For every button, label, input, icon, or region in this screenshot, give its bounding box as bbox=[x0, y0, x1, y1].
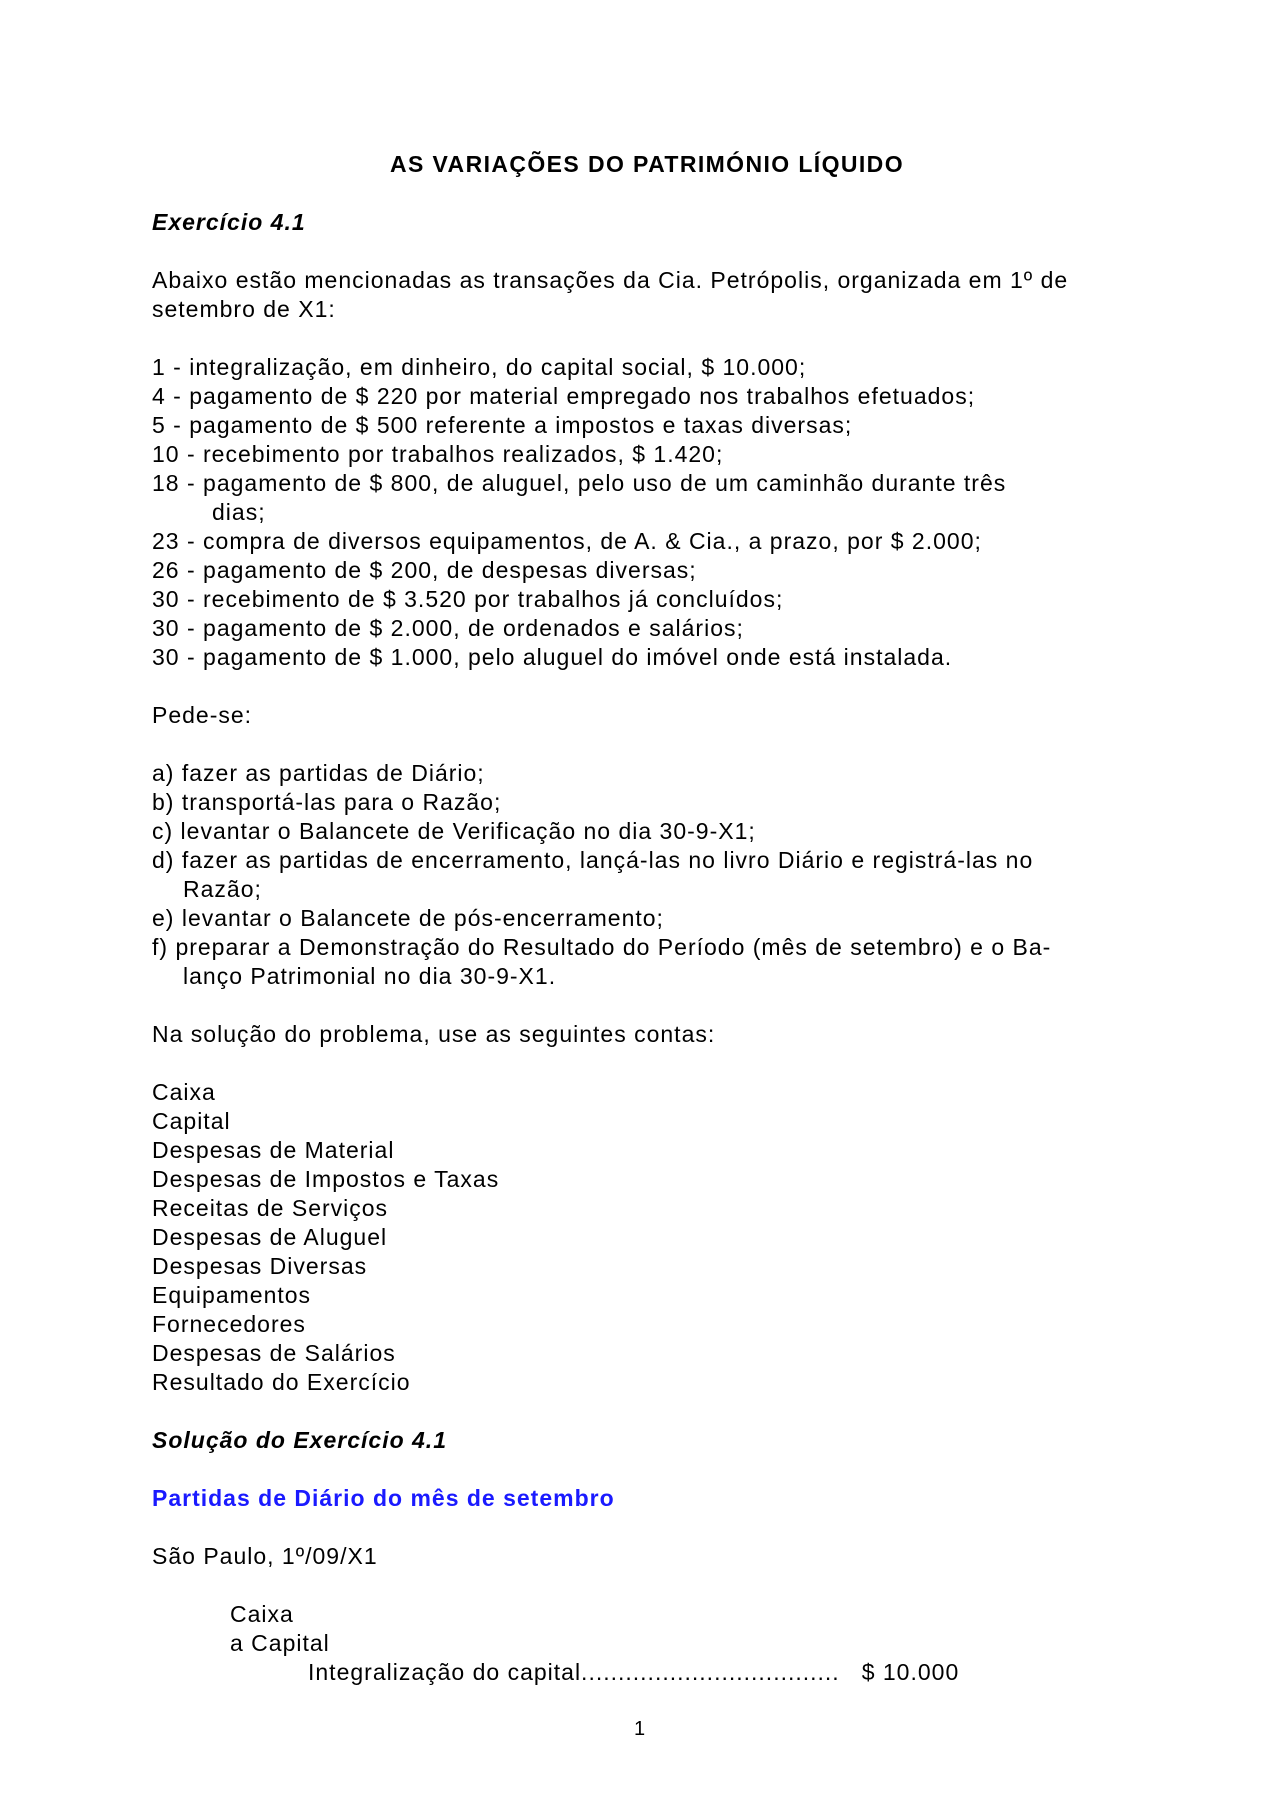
list-item: f) preparar a Demonstração do Resultado do Período (mês de setembro) e o Ba- bbox=[152, 934, 1052, 960]
journal-entry bbox=[152, 1600, 1142, 1687]
transaction-list bbox=[152, 353, 1142, 672]
list-item: 18 - pagamento de $ 800, de aluguel, pelo uso de um caminhão durante três bbox=[152, 470, 1007, 496]
list-item-continuation: dias; bbox=[212, 499, 266, 525]
solution-heading: Solução do Exercício 4.1 bbox=[152, 1427, 447, 1453]
account-item: Resultado do Exercício bbox=[152, 1369, 411, 1395]
task-list bbox=[152, 759, 1142, 991]
page-number: 1 bbox=[633, 1718, 647, 1740]
list-item: b) transportá-las para o Razão; bbox=[152, 789, 502, 815]
place-date: São Paulo, 1º/09/X1 bbox=[152, 1543, 378, 1569]
document-page bbox=[152, 150, 1142, 1687]
account-item: Despesas de Salários bbox=[152, 1340, 396, 1366]
account-item: Receitas de Serviços bbox=[152, 1195, 389, 1221]
list-item: 5 - pagamento de $ 500 referente a impostos e taxas diversas; bbox=[152, 412, 853, 438]
account-item: Fornecedores bbox=[152, 1311, 306, 1337]
entry-history-row bbox=[152, 1658, 1142, 1687]
account-item: Caixa bbox=[152, 1079, 216, 1105]
account-item: Despesas de Impostos e Taxas bbox=[152, 1166, 500, 1192]
intro-line-2: setembro de X1: bbox=[152, 296, 336, 322]
entry-value: $ 10.000 bbox=[861, 1659, 960, 1685]
list-item: 23 - compra de diversos equipamentos, de A. & Cia., a prazo, por $ 2.000; bbox=[152, 528, 982, 554]
list-item-continuation: Razão; bbox=[183, 876, 262, 902]
entry-debit-account: Caixa bbox=[230, 1601, 294, 1627]
list-item: 26 - pagamento de $ 200, de despesas diversas; bbox=[152, 557, 697, 583]
list-item: 30 - recebimento de $ 3.520 por trabalhos já concluídos; bbox=[152, 586, 784, 612]
list-item: e) levantar o Balancete de pós-encerramento; bbox=[152, 905, 664, 931]
account-item: Despesas de Aluguel bbox=[152, 1224, 388, 1250]
list-item: 30 - pagamento de $ 2.000, de ordenados e salários; bbox=[152, 615, 744, 641]
intro-line-1: Abaixo estão mencionadas as transações da Cia. Petrópolis, organizada em 1º de bbox=[152, 267, 1069, 293]
exercise-heading: Exercício 4.1 bbox=[152, 209, 306, 235]
account-item: Capital bbox=[152, 1108, 231, 1134]
list-item: c) levantar o Balancete de Verificação no dia 30-9-X1; bbox=[152, 818, 756, 844]
entry-description: Integralização do capital................................... bbox=[308, 1659, 840, 1685]
pede-se-label: Pede-se: bbox=[152, 702, 253, 728]
list-item: 30 - pagamento de $ 1.000, pelo aluguel do imóvel onde está instalada. bbox=[152, 644, 953, 670]
list-item-continuation: lanço Patrimonial no dia 30-9-X1. bbox=[183, 963, 557, 989]
list-item: 1 - integralização, em dinheiro, do capital social, $ 10.000; bbox=[152, 354, 807, 380]
list-item: 4 - pagamento de $ 220 por material empregado nos trabalhos efetuados; bbox=[152, 383, 976, 409]
entry-credit-account: a Capital bbox=[230, 1630, 330, 1656]
account-list bbox=[152, 1078, 1142, 1397]
document-title: AS VARIAÇÕES DO PATRIMÓNIO LÍQUIDO bbox=[389, 151, 904, 177]
list-item: a) fazer as partidas de Diário; bbox=[152, 760, 485, 786]
accounts-intro: Na solução do problema, use as seguintes contas: bbox=[152, 1021, 716, 1047]
account-item: Despesas Diversas bbox=[152, 1253, 368, 1279]
journal-heading: Partidas de Diário do mês de setembro bbox=[152, 1485, 615, 1511]
list-item: 10 - recebimento por trabalhos realizados, $ 1.420; bbox=[152, 441, 724, 467]
account-item: Despesas de Material bbox=[152, 1137, 395, 1163]
list-item: d) fazer as partidas de encerramento, lançá-las no livro Diário e registrá-las no bbox=[152, 847, 1034, 873]
account-item: Equipamentos bbox=[152, 1282, 312, 1308]
